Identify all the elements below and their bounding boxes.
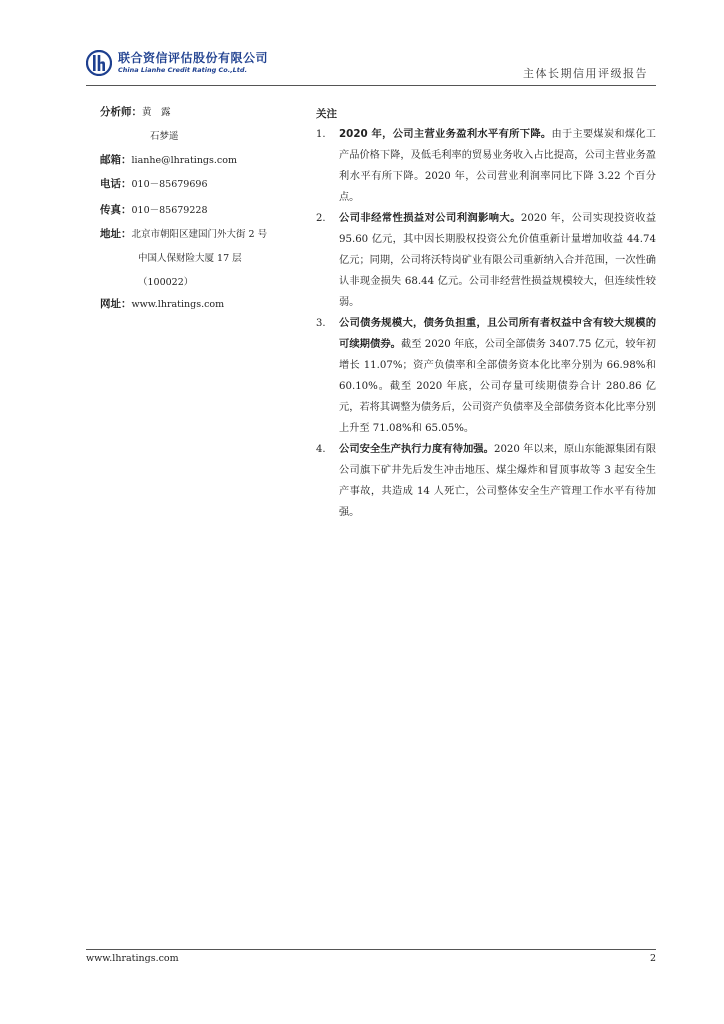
item-number: 1. xyxy=(316,129,326,140)
concern-item xyxy=(316,313,656,439)
analyst-row xyxy=(100,104,171,119)
address-postcode: （100022） xyxy=(138,277,194,288)
phone-value: 010－85679696 xyxy=(131,179,208,190)
email-label: 邮箱： xyxy=(100,154,132,166)
item-body: 2020 年以来，原山东能源集团有限公司旗下矿井先后发生冲击地压、煤尘爆炸和冒顶事故等 3 起安全生产事故，共造成 14 人死亡，公司整体安全生产管理工作水平有待加强。 xyxy=(339,444,657,518)
address-label: 地址： xyxy=(100,228,132,240)
item-lead: 公司非经常性损益对公司利润影响大。 xyxy=(339,212,521,224)
phone-row xyxy=(100,176,208,191)
email-value[interactable]: lianhe@lhratings.com xyxy=(131,155,237,166)
analyst-row-2 xyxy=(150,128,179,142)
address-line: 中国人保财险大厦 17 层 xyxy=(138,253,242,264)
item-lead: 2020 年，公司主营业务盈利水平有所下降。 xyxy=(339,128,552,140)
company-name-en: China Lianhe Credit Rating Co.,Ltd. xyxy=(118,66,248,74)
website-link[interactable]: www.lhratings.com xyxy=(131,299,225,310)
address-line: 北京市朝阳区建国门外大街 2 号 xyxy=(131,229,268,240)
report-type: 主体长期信用评级报告 xyxy=(523,67,648,80)
website-label: 网址： xyxy=(100,298,132,310)
email-row xyxy=(100,152,237,167)
item-number: 2. xyxy=(316,213,326,224)
website-row xyxy=(100,296,224,311)
item-number: 3. xyxy=(316,318,326,329)
fax-row xyxy=(100,202,208,217)
header-divider xyxy=(86,85,656,86)
concerns-section xyxy=(316,104,656,523)
address-row-2 xyxy=(138,250,242,264)
item-body: 2020 年，公司实现投资收益 95.60 亿元，其中因长期股权投资公允价值重新计量增加收益 44.74 亿元；同期，公司将沃特岗矿业有限公司重新纳入合并范围，一次性确认非现金损失 68.44 亿元。公司非经营性损益规模较大，但连续性较弱。 xyxy=(339,213,656,308)
item-body: 由于主要煤炭和煤化工产品价格下降，及低毛利率的贸易业务收入占比提高，公司主营业务盈利水平有所下降。2020 年，公司营业利润率同比下降 3.22 个百分点。 xyxy=(339,129,656,203)
analyst-name: 石梦遥 xyxy=(150,131,179,142)
footer-divider xyxy=(86,949,656,950)
concern-item xyxy=(316,439,656,523)
item-body: 截至 2020 年底，公司全部债务 3407.75 亿元，较年初增长 11.07%；资产负债率和全部债务资本化比率分别为 66.98%和 60.10%。截至 2020 年底，公司存量可续期债券合计 280.86 亿元，若将其调整为债务后，公司资产负债率及全部债务资本化比率分别上升至 71.08%和 65.05%。 xyxy=(339,339,656,434)
company-name-cn: 联合资信评估股份有限公司 xyxy=(118,51,269,65)
page-number: 2 xyxy=(649,953,656,964)
phone-label: 电话： xyxy=(100,178,132,190)
page-header xyxy=(86,46,656,86)
item-number: 4. xyxy=(316,444,326,455)
concern-item xyxy=(316,208,656,313)
item-lead: 公司债务规模大，债务负担重，且公司所有者权益中含有较大规模的可续期债券。 xyxy=(339,317,656,350)
lianhe-logo-icon xyxy=(86,50,112,76)
fax-label: 传真： xyxy=(100,204,132,216)
concern-item xyxy=(316,124,656,208)
address-row-3 xyxy=(138,274,193,288)
fax-value: 010－85679228 xyxy=(131,205,208,216)
analyst-label: 分析师： xyxy=(100,106,142,118)
item-lead: 公司安全生产执行力度有待加强。 xyxy=(339,443,494,455)
analyst-name: 黄 露 xyxy=(142,107,171,118)
footer-website[interactable]: www.lhratings.com xyxy=(86,953,179,964)
address-row xyxy=(100,226,267,241)
concerns-title: 关注 xyxy=(316,108,337,120)
